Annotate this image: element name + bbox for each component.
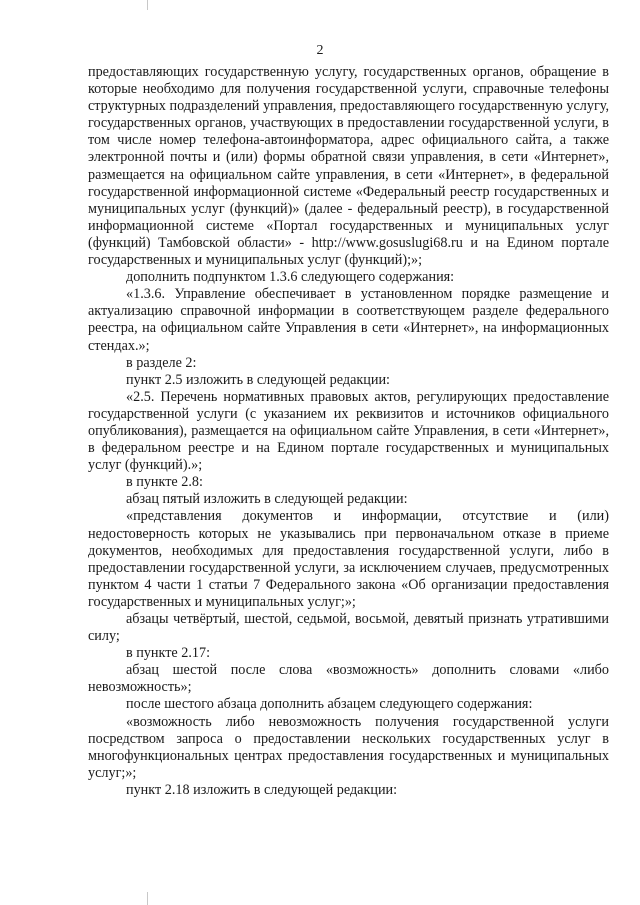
document-body	[88, 64, 609, 799]
paragraph-subpoint-1-3-6-text: «1.3.6. Управление обеспечивает в установленном порядке размещение и актуализацию справочной информации в соответствующем разделе федерального реестра, на официальном сайте Управления в сети «Интернет», на информационных стендах.»;	[88, 286, 609, 354]
scan-mark-bottom	[147, 892, 148, 905]
paragraph-point-2-17-addition-text: «возможность либо невозможность получения государственной услуги посредством запроса о предоставлении нескольких государственных услуг в многофункциональных центрах предоставления государственных и муниципальных услуг;»;	[88, 713, 609, 781]
scan-mark-top	[147, 0, 148, 10]
paragraph-point-2-18-intro: пункт 2.18 изложить в следующей редакции:	[126, 781, 398, 798]
paragraph-add-subpoint-1-3-6: дополнить подпунктом 1.3.6 следующего содержания:	[126, 269, 455, 286]
paragraph-point-2-5-text: «2.5. Перечень нормативных правовых актов, регулирующих предоставление государственной услуги (с указанием их реквизитов и источников официального опубликования), размещается на официальном сайте Управления, в сети «Интернет», в федеральном реестре и на Едином портале государственных и муниципальных услуг (функций).»;	[88, 388, 609, 474]
paragraph-point-2-17: в пункте 2.17:	[126, 645, 211, 662]
paragraph-continuation: предоставляющих государственную услугу, государственных органов, обращение в которые необходимо для получения государственной услуги, справочные телефоны структурных подразделений управления, предоставляющего государственную услугу, государственных органов, участвующих в предоставлении государственной услуги, в том числе номер телефона-автоинформатора, адрес официального сайта, а также электронной почты и (или) формы обратной связи управления, в сети «Интернет», размещается на официальном сайте управления, в сети «Интернет», в федеральной государственной информационной системе «Федеральный реестр государственных и муниципальных услуг (функций)» (далее - федеральный реестр), в государственной информационной системе «Портал государственных и муниципальных услуг (функций) Тамбовской области» - http://www.gosuslugi68.ru и на Едином портале государственных и муниципальных услуг (функций);»;	[88, 64, 609, 269]
paragraph-point-2-17-addition-intro: после шестого абзаца дополнить абзацем следующего содержания:	[126, 696, 533, 713]
paragraph-point-2-8-text: «представления документов и информации, отсутствие и (или) недостоверность которых не указывались при первоначальном отказе в приеме документов, необходимых для предоставления государственной услуги, либо в предоставлении государственной услуги, за исключением случаев, предусмотренных пунктом 4 части 1 статьи 7 Федерального закона «Об организации предоставления государственных и муниципальных услуг;»;	[88, 508, 609, 610]
page-number: 2	[316, 43, 324, 58]
paragraph-repealed-clauses: абзацы четвёртый, шестой, седьмой, восьмой, девятый признать утратившими силу;	[88, 611, 609, 645]
paragraph-section-2: в разделе 2:	[126, 354, 197, 371]
paragraph-point-2-8-intro: абзац пятый изложить в следующей редакции:	[126, 491, 408, 508]
paragraph-point-2-17-amendment: абзац шестой после слова «возможность» дополнить словами «либо невозможность»;	[88, 662, 609, 696]
paragraph-point-2-8: в пункте 2.8:	[126, 474, 203, 491]
paragraph-point-2-5-intro: пункт 2.5 изложить в следующей редакции:	[126, 371, 390, 388]
